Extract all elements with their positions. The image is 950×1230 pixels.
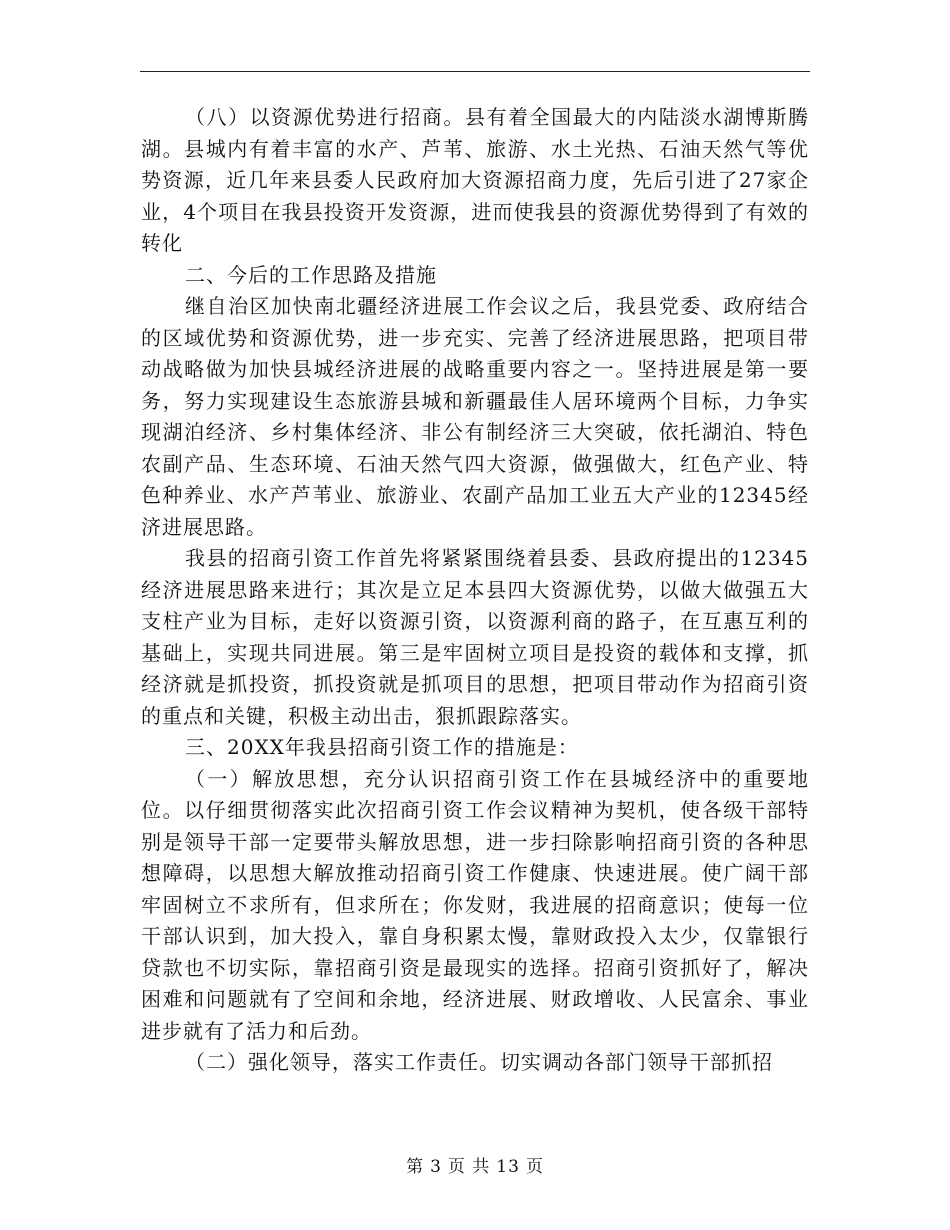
footer-middle: 页 共 xyxy=(447,1157,491,1177)
header-rule xyxy=(140,71,810,72)
footer-suffix: 页 xyxy=(525,1157,544,1177)
footer-total-pages: 13 xyxy=(496,1157,520,1177)
footer-page-number: 3 xyxy=(430,1157,442,1177)
paragraph-development-strategy: 继自治区加快南北疆经济进展工作会议之后，我县党委、政府结合的区域优势和资源优势，进一步充实、完善了经济进展思路，把项目带动战略做为加快县城经济进展的战略重要内容之一。坚持进展是第一要务，努力实现建设生态旅游县城和新疆最佳人居环境两个目标，力争实现湖泊经济、乡村集体经济、非公有制经济三大突破，依托湖泊、特色农副产品、生态环境、石油天然气四大资源，做强做大，红色产业、特色种养业、水产芦苇业、旅游业、农副产品加工业五大产业的12345经济进展思路。 xyxy=(141,294,809,539)
heading-measures: 三、20XX年我县招商引资工作的措施是： xyxy=(185,735,579,759)
paragraph-resource-investment: （八）以资源优势进行招商。县有着全国最大的内陆淡水湖博斯腾湖。县城内有着丰富的水产、芦苇、旅游、水土光热、石油天然气等优势资源，近几年来县委人民政府加大资源招商力度，先后引进了27家企业，4个项目在我县投资开发资源，进而使我县的资源优势得到了有效的转化 xyxy=(141,105,809,255)
paragraph-investment-approach: 我县的招商引资工作首先将紧紧围绕着县委、县政府提出的12345经济进展思路来进行；其次是立足本县四大资源优势，以做大做强五大支柱产业为目标，走好以资源引资，以资源利商的路子，在互惠互利的基础上，实现共同进展。第三是牢固树立项目是投资的载体和支撑，抓经济就是抓投资，抓投资就是抓项目的思想，把项目带动作为招商引资的重点和关键，积极主动出击，狠抓跟踪落实。 xyxy=(141,546,809,728)
paragraph-measure-one: （一）解放思想，充分认识招商引资工作在县城经济中的重要地位。以仔细贯彻落实此次招商引资工作会议精神为契机，使各级干部特别是领导干部一定要带头解放思想，进一步扫除影响招商引资的各种思想障碍，以思想大解放推动招商引资工作健康、快速进展。使广阔干部牢固树立不求所有，但求所在；你发财，我进展的招商意识；使每一位干部认识到，加大投入，靠自身积累太慢，靠财政投入太少，仅靠银行贷款也不切实际，靠招商引资是最现实的选择。招商引资抓好了，解决困难和问题就有了空间和余地，经济进展、财政增收、人民富余、事业进步就有了活力和后劲。 xyxy=(141,766,809,1043)
footer-prefix: 第 xyxy=(406,1157,425,1177)
heading-future-work: 二、今后的工作思路及措施 xyxy=(185,262,437,287)
page-footer xyxy=(0,1152,950,1177)
body-text xyxy=(141,102,809,1079)
paragraph-measure-two: （二）强化领导，落实工作责任。切实调动各部门领导干部抓招 xyxy=(185,1050,773,1074)
